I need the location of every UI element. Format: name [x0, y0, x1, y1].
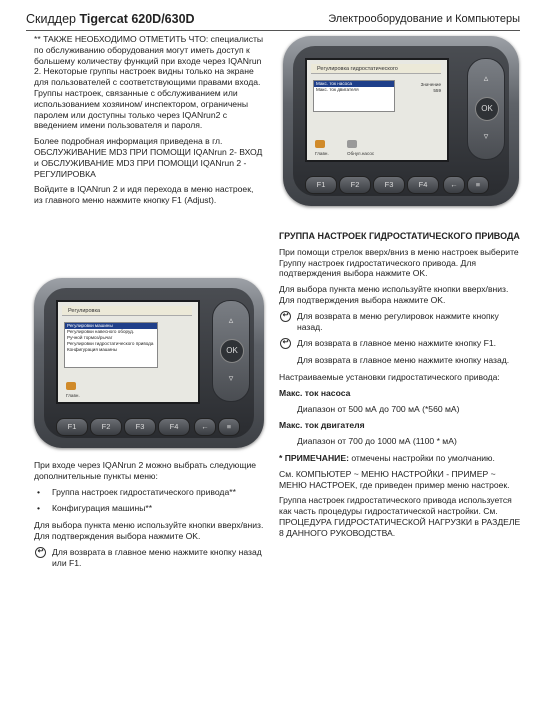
- ok-button[interactable]: OK: [220, 339, 244, 363]
- note: [279, 453, 521, 464]
- right-paragraph-1: При помощи стрелок вверх/вниз в меню настроек выберите Группу настроек гидростатического привода. Для подтверждения выбора нажмите OK.: [279, 246, 519, 279]
- setting-name: Макс. ток двигателя: [279, 420, 365, 431]
- screen-menu-item[interactable]: Макс. ток насоса: [314, 81, 394, 87]
- note-label: * ПРИМЕЧАНИЕ:: [279, 452, 349, 463]
- value-readout: 559: [433, 88, 441, 93]
- instruction-text: Для возврата в меню регулировок нажмите кнопку назад.: [297, 310, 499, 332]
- setting-range: Диапазон от 700 до 1000 мА (1100 * мА): [297, 436, 457, 447]
- function-keys: [305, 176, 491, 194]
- left-paragraph-1: ** ТАКЖЕ НЕОБХОДИМО ОТМЕТИТЬ ЧТО: специалисты по обслуживанию оборудования могут иметь доступ к большему количеству функций при входе через IQANrun 2. Некоторые группы настроек видны только на экране для пользователей с соответствующими правами входа. Группы настроек, связанные с обслуживанием или использованием хозяином/ инспектором, ограничены паролем или доступны только через IQANrun2 с введением имени пользователя и пароля.: [34, 34, 264, 131]
- bullet-item: • Конфигурация машины**: [34, 503, 264, 514]
- f3-button[interactable]: F3: [373, 176, 405, 194]
- f1-key-icon: ↩: [280, 338, 291, 349]
- screen-menu-item[interactable]: Ручной тормоз/рычаг: [67, 335, 113, 340]
- header-model: [26, 12, 195, 26]
- right-paragraph-7: См. КОМПЬЮТЕР ~ МЕНЮ НАСТРОЙКИ - ПРИМЕР ~ МЕНЮ НАСТРОЕК, где приведен пример меню настроек.: [279, 468, 510, 490]
- screen-home-softkey[interactable]: [66, 382, 80, 399]
- device-screen: [56, 300, 200, 404]
- instruction-text: Для возврата в главное меню нажмите кнопку F1.: [297, 338, 497, 349]
- screen-value-panel: [411, 82, 441, 94]
- back-arrow-icon: ↩: [280, 311, 291, 322]
- screen-title: Регулировка гидростатического: [311, 64, 441, 74]
- screen-menu-item[interactable]: Регулировки гидростатического привода: [67, 341, 154, 346]
- home-softkey-label: Главн.: [315, 151, 329, 156]
- up-arrow-button[interactable]: ▵: [483, 73, 489, 83]
- screen-menu-list: [64, 322, 158, 368]
- value-label: Значение: [420, 82, 441, 87]
- ok-button[interactable]: OK: [475, 97, 499, 121]
- nav-pad: [212, 300, 250, 402]
- display-device-hydro-menu: [283, 36, 519, 206]
- header-model-name: Tigercat 620D/630D: [79, 12, 195, 26]
- f1-button[interactable]: F1: [305, 176, 337, 194]
- display-device-adjust-menu: [34, 278, 264, 448]
- instruction-back-text: Для возврата в главное меню нажмите кнопку назад или F1.: [52, 546, 262, 568]
- right-column: [279, 231, 521, 544]
- page-header: [26, 10, 520, 31]
- left-paragraph-4: При входе через IQANrun 2 можно выбрать следующие дополнительные пункты меню:: [34, 460, 257, 481]
- f2-button[interactable]: F2: [90, 418, 122, 436]
- setting-range: Диапазон от 500 мА до 700 мА (*560 мА): [297, 403, 460, 414]
- f2-button[interactable]: F2: [339, 176, 371, 194]
- header-section: Электрооборудование и Компьютеры: [328, 13, 520, 25]
- note-text: отмечены настройки по умолчанию.: [348, 452, 495, 463]
- left-paragraph-3: Войдите в IQANrun 2 и идя перехода в меню настроек, из главного меню нажмите кнопку F1 (Adjust).: [34, 184, 254, 206]
- back-button[interactable]: ←: [443, 176, 465, 194]
- nav-pad: [467, 58, 505, 160]
- up-arrow-button[interactable]: ▵: [228, 315, 234, 325]
- right-paragraph-6: Настраиваемые установки гидростатического привода:: [279, 371, 500, 382]
- right-paragraph-2: Для выбора пункта меню используйте кнопки вверх/вниз. Для подтверждения выбора нажмите OK.: [279, 284, 509, 305]
- left-paragraph-5: Для выбора пункта меню используйте кнопки вверх/вниз. Для подтверждения выбора нажмите OK.: [34, 520, 264, 541]
- left-paragraph-2: Более подробная информация приведена в гл. ОБСЛУЖИВАНИЕ MD3 ПРИ ПОМОЩИ IQANrun 2- ВХОД и ОБСЛУЖИВАНИЕ MD3 ПРИ ПОМОЩИ IQANrun 2 - РЕГУЛИРОВКА: [34, 136, 263, 179]
- f1-button[interactable]: F1: [56, 418, 88, 436]
- home-softkey-label: Главн.: [66, 393, 80, 398]
- bullet-list: [34, 487, 264, 515]
- instruction-f1-main: [279, 338, 521, 349]
- home-icon: [66, 382, 76, 390]
- device-screen: [305, 58, 449, 162]
- section-heading: ГРУППА НАСТРОЕК ГИДРОСТАТИЧЕСКОГО ПРИВОДА: [279, 231, 520, 241]
- screen-menu-item[interactable]: Макс. ток двигателя: [316, 87, 359, 92]
- instruction-back-adjust: [279, 311, 521, 333]
- left-column: [34, 34, 264, 211]
- screen-menu-list: [313, 80, 395, 112]
- reset-icon: [347, 140, 357, 148]
- f4-button[interactable]: F4: [158, 418, 190, 436]
- header-model-prefix: Скиддер: [26, 12, 80, 26]
- screen-reset-softkey[interactable]: [347, 140, 374, 157]
- setting-name: Макс. ток насоса: [279, 387, 351, 398]
- function-keys: [56, 418, 242, 436]
- f4-button[interactable]: F4: [407, 176, 439, 194]
- screen-menu-item[interactable]: Регулировки навесного оборуд.: [67, 329, 135, 334]
- menu-button[interactable]: ≡: [218, 418, 240, 436]
- f3-button[interactable]: F3: [124, 418, 156, 436]
- back-arrow-icon: ↩: [35, 547, 46, 558]
- screen-menu-item[interactable]: Конфигурация машины: [67, 347, 117, 352]
- instruction-back-main: Для возврата в главное меню нажмите кнопку назад.: [297, 355, 510, 366]
- back-button[interactable]: ←: [194, 418, 216, 436]
- down-arrow-button[interactable]: ▿: [228, 373, 234, 383]
- bullet-item: • Группа настроек гидростатического привода**: [34, 487, 264, 498]
- screen-menu-item[interactable]: Регулировки машины: [65, 323, 157, 329]
- right-paragraph-8: Группа настроек гидростатического привода используется как часть процедуры гидростатической настройки. См. ПРОЦЕДУРА ГИДРОСТАТИЧЕСКОЙ НАГРУЗКИ в РАЗДЕЛЕ 8 ДАННОГО РУКОВОДСТВА.: [279, 495, 521, 538]
- down-arrow-button[interactable]: ▿: [483, 131, 489, 141]
- screen-title: Регулировка: [62, 306, 192, 316]
- left-column-lower: [34, 460, 264, 574]
- instruction-back: [34, 547, 264, 569]
- menu-button[interactable]: ≡: [467, 176, 489, 194]
- reset-softkey-label: Обнул.насос: [347, 151, 375, 156]
- screen-home-softkey[interactable]: [315, 140, 329, 157]
- home-icon: [315, 140, 325, 148]
